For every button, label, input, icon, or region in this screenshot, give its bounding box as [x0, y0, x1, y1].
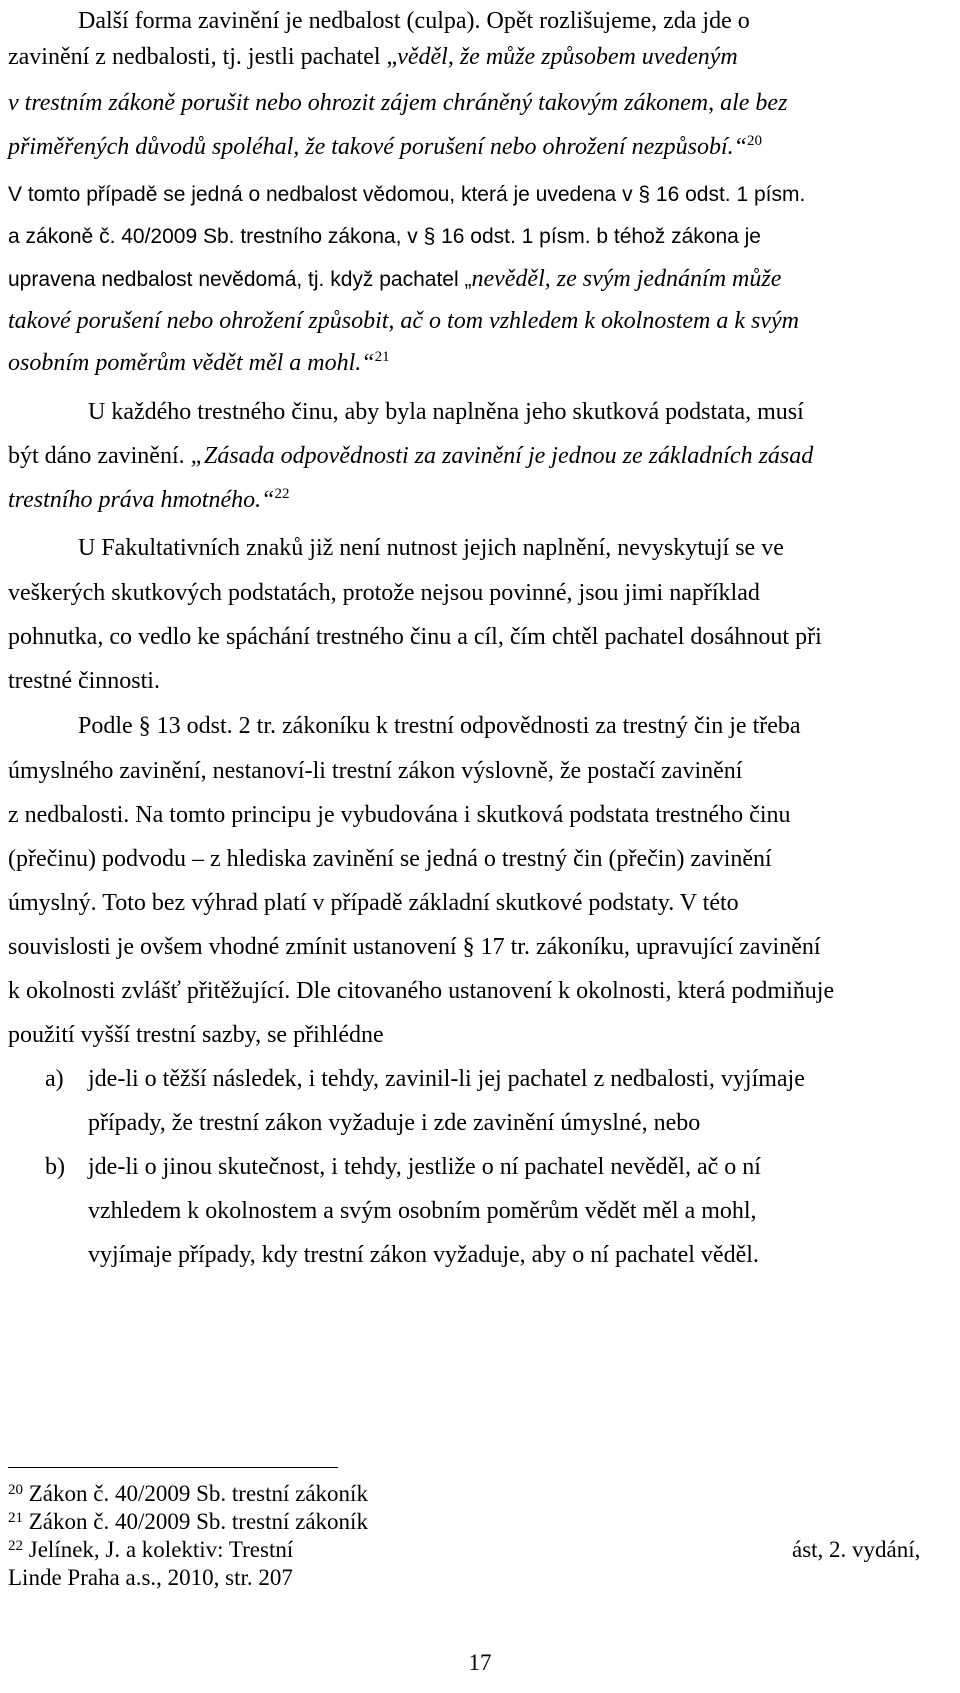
quote-line [8, 485, 289, 515]
footnote-ref: 20 [747, 133, 762, 149]
page-number: 17 [468, 1650, 492, 1675]
paragraph-line: z nedbalosti. Na tomto principu je vybudována i skutková podstata trestného činu [8, 802, 791, 828]
footnote-ref: 22 [274, 486, 290, 502]
footnote [8, 1508, 368, 1536]
paragraph-line: a zákoně č. 40/2009 Sb. trestního zákona, v § 16 odst. 1 písm. b téhož zákona je [8, 225, 761, 248]
footnote-separator [8, 1467, 338, 1468]
text-run: zavinění z nedbalosti, tj. jestli pachatel „ [8, 44, 398, 70]
paragraph-line [8, 42, 738, 72]
footnote [8, 1480, 368, 1508]
footnote-continuation: Linde Praha a.s., 2010, str. 207 [8, 1565, 293, 1590]
list-item-line: vzhledem k okolnostem a svým osobním poměrům vědět měl a mohl, [88, 1198, 757, 1224]
paragraph-line: k okolnosti zvlášť přitěžující. Dle citovaného ustanovení k okolnosti, která podmiňuje [8, 978, 835, 1004]
quote-line: takové porušení nebo ohrožení způsobit, ač o tom vzhledem k okolnostem a k svým [8, 308, 799, 334]
quote-run: nevěděl, ze svým jednáním může [471, 266, 782, 292]
paragraph-line: (přečinu) podvodu – z hlediska zavinění se jedná o trestný čin (přečin) zavinění [8, 846, 772, 872]
paragraph-line: pohnutka, co vedlo ke spáchání trestného činu a cíl, čím chtěl pachatel dosáhnout při [8, 624, 822, 650]
paragraph-line: Podle § 13 odst. 2 tr. zákoníku k trestní odpovědnosti za trestný čin je třeba [78, 713, 801, 739]
paragraph-line: použití vyšší trestní sazby, se přihlédne [8, 1022, 384, 1048]
footnote-ref: 21 [374, 349, 390, 365]
paragraph-line: úmyslný. Toto bez výhrad platí v případě základní skutkové podstaty. V této [8, 890, 739, 916]
footnote-number: 22 [8, 1538, 23, 1554]
list-item-line: jde-li o jinou skutečnost, i tehdy, jestliže o ní pachatel nevěděl, ač o ní [88, 1154, 761, 1180]
text-run: upravena nedbalost nevědomá, tj. když pachatel „ [8, 268, 472, 291]
paragraph-line: úmyslného zavinění, nestanoví-li trestní zákon výslovně, že postačí zavinění [8, 758, 743, 784]
footnote-number: 20 [8, 1482, 23, 1498]
footnote-text-right: ást, 2. vydání, [792, 1537, 921, 1562]
quote-line: v trestním zákoně porušit nebo ohrozit zájem chráněný takovým zákonem, ale bez [8, 90, 788, 116]
quote-line [8, 348, 390, 378]
list-item-line: jde-li o těžší následek, i tehdy, zavinil-li jej pachatel z nedbalosti, vyjímaje [88, 1066, 805, 1092]
quote-run: „Zásada odpovědnosti za zavinění je jednou ze základních zásad [190, 443, 814, 469]
footnote [8, 1536, 293, 1564]
paragraph-line: V tomto případě se jedná o nedbalost vědomou, která je uvedena v § 16 odst. 1 písm. [8, 183, 806, 206]
footnote-text: Jelínek, J. a kolektiv: Trestní [28, 1537, 294, 1562]
paragraph-line: trestné činnosti. [8, 668, 160, 694]
footnote-number: 21 [8, 1510, 23, 1526]
quote-line [8, 132, 762, 162]
list-label-a: a) [45, 1066, 64, 1092]
paragraph-line: U každého trestného činu, aby byla naplněna jeho skutková podstata, musí [88, 399, 804, 425]
paragraph-line [8, 264, 781, 295]
quote-run: věděl, že může způsobem uvedeným [397, 44, 738, 70]
paragraph-line: veškerých skutkových podstatách, protože nejsou povinné, jsou jimi například [8, 580, 760, 606]
list-item-line: vyjímaje případy, kdy trestní zákon vyžaduje, aby o ní pachatel věděl. [88, 1242, 759, 1268]
quote-run: přiměřených důvodů spoléhal, že takové porušení nebo ohrožení nezpůsobí.“ [8, 134, 747, 160]
footnote-text: Zákon č. 40/2009 Sb. trestní zákoník [28, 1481, 368, 1506]
paragraph-line: U Fakultativních znaků již není nutnost jejich naplnění, nevyskytují se ve [78, 535, 784, 561]
paragraph-line [8, 441, 813, 471]
list-item-line: případy, že trestní zákon vyžaduje i zde zavinění úmyslné, nebo [88, 1110, 701, 1136]
list-label-b: b) [45, 1154, 65, 1180]
footnote-text: Zákon č. 40/2009 Sb. trestní zákoník [28, 1509, 368, 1534]
quote-run: osobním poměrům vědět měl a mohl.“ [8, 350, 375, 376]
quote-run: trestního práva hmotného.“ [8, 487, 275, 513]
paragraph-line: souvislosti je ovšem vhodné zmínit ustanovení § 17 tr. zákoníku, upravující zavinění [8, 934, 821, 960]
text-run: být dáno zavinění. [8, 443, 191, 469]
paragraph-line: Další forma zavinění je nedbalost (culpa). Opět rozlišujeme, zda jde o [78, 8, 750, 34]
